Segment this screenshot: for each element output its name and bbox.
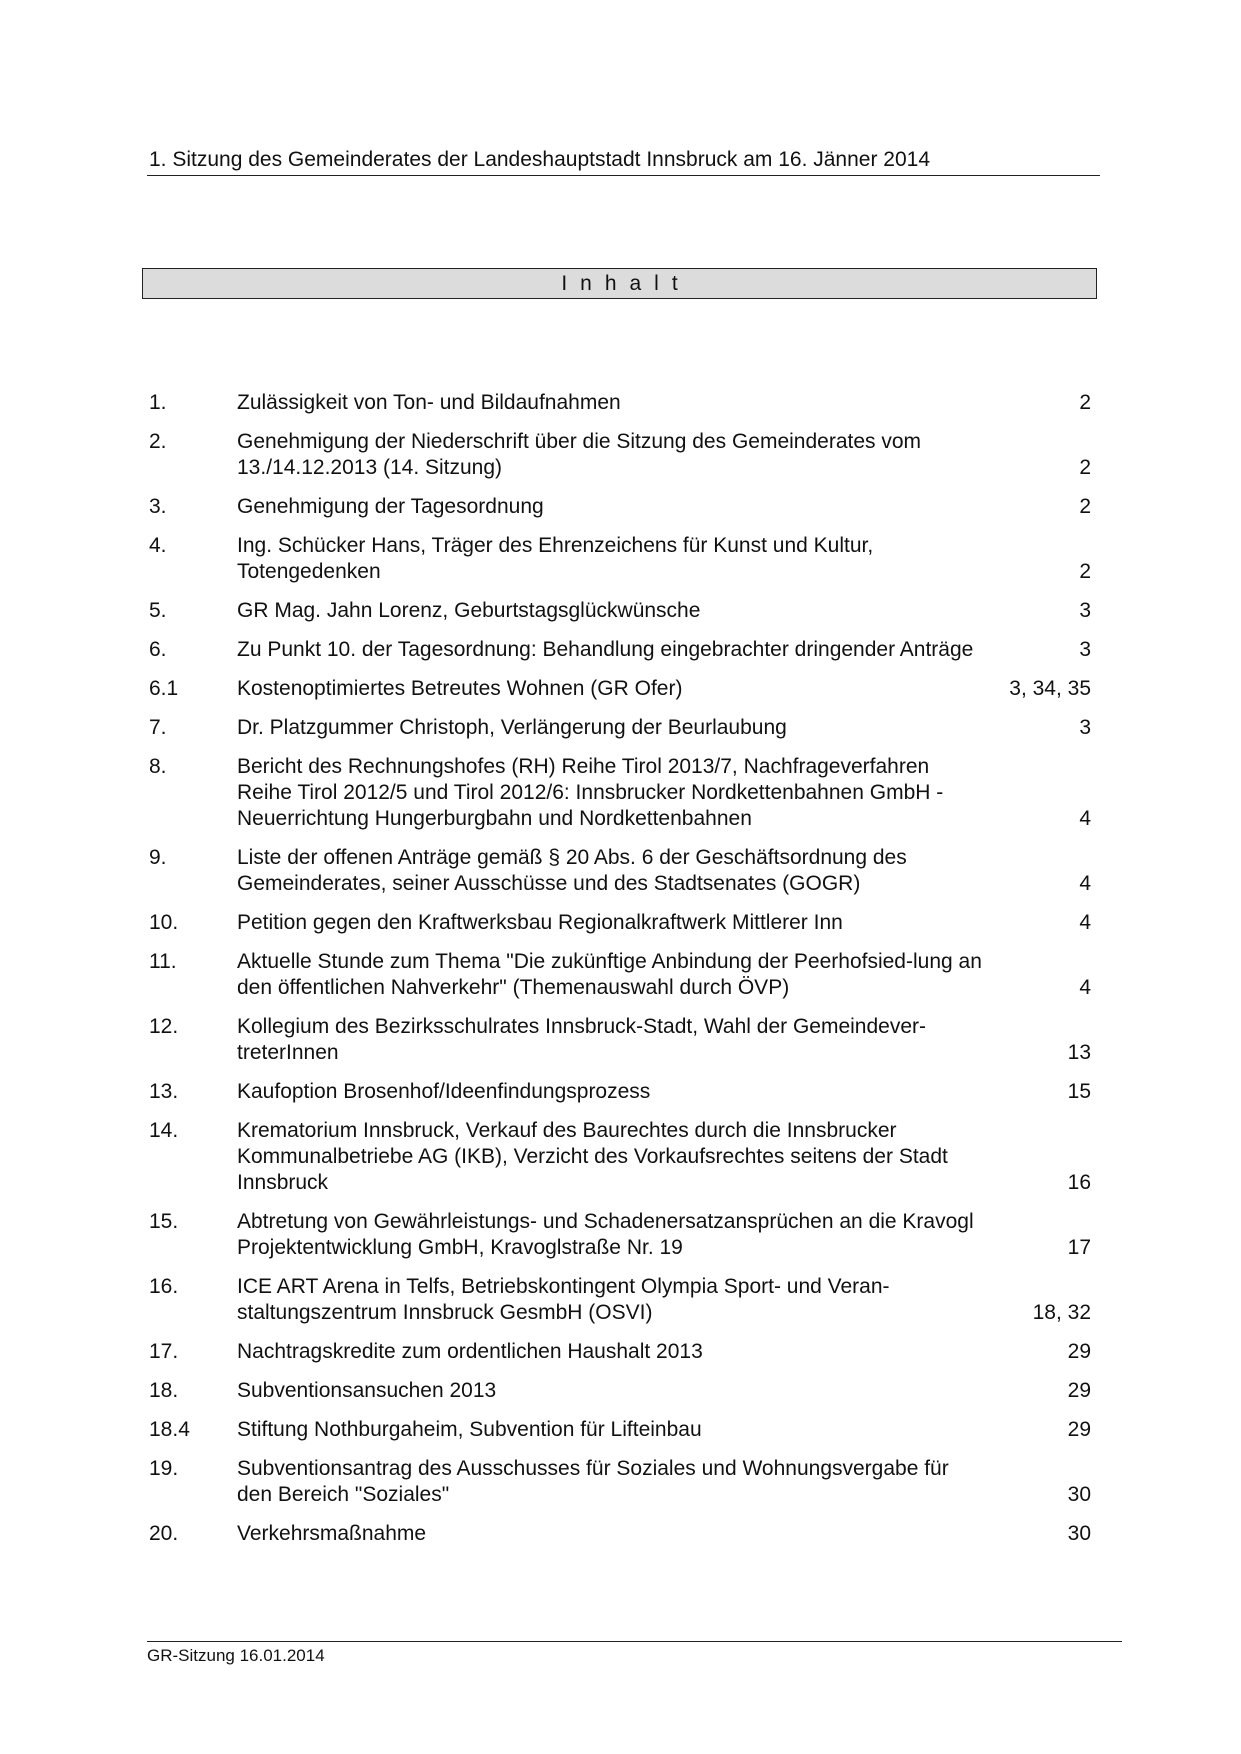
toc-entry-title: Zulässigkeit von Ton- und Bildaufnahmen [237, 391, 621, 414]
toc-entry-title: Abtretung von Gewährleistungs- und Schadenersatzansprüchen an die Kravogl Projektentwicklung GmbH, Kravoglstraße Nr. 19 [237, 1210, 974, 1259]
toc-entry-title: Ing. Schücker Hans, Träger des Ehrenzeichens für Kunst und Kultur, Totengedenken [237, 534, 874, 583]
toc-entry-title: Krematorium Innsbruck, Verkauf des Baurechtes durch die Innsbrucker Kommunalbetriebe AG (IKB), Verzicht des Vorkaufsrechtes seitens der Stadt Innsbruck [237, 1119, 948, 1194]
toc-entry-page: 16 [1067, 1171, 1091, 1194]
toc-entry-number: 14. [149, 1119, 179, 1142]
toc-entry[interactable] [149, 533, 1097, 585]
toc-entry-page: 4 [1079, 872, 1091, 895]
toc-entry-number: 11. [149, 950, 177, 973]
toc-entry-number: 17. [149, 1340, 179, 1363]
toc-entry[interactable] [149, 1417, 1097, 1443]
toc-entry-page: 17 [1067, 1236, 1091, 1259]
toc-entry[interactable] [149, 910, 1097, 936]
toc-entry-number: 5. [149, 599, 167, 622]
toc-entry-page: 4 [1079, 911, 1091, 934]
toc-entry-page: 13 [1067, 1041, 1091, 1064]
toc-entry[interactable] [149, 1209, 1097, 1261]
toc-entry-page: 2 [1079, 391, 1091, 414]
toc-entry-number: 3. [149, 495, 167, 518]
toc-entry-number: 4. [149, 534, 167, 557]
toc-entry[interactable] [149, 1014, 1097, 1066]
toc-entry-title: Verkehrsmaßnahme [237, 1522, 427, 1545]
toc-entry[interactable] [149, 1339, 1097, 1365]
toc-entry-number: 15. [149, 1210, 179, 1233]
toc-entry-page: 2 [1079, 560, 1091, 583]
toc-entry-title: Bericht des Rechnungshofes (RH) Reihe Tirol 2013/7, Nachfrageverfahren Reihe Tirol 2012/5 und Tirol 2012/6: Innsbrucker Nordkettenbahnen GmbH - Neuerrichtung Hungerburgbahn und Nordkettenbahnen [237, 755, 944, 830]
toc-entry[interactable] [149, 1378, 1097, 1404]
toc-entry-page: 3 [1079, 599, 1091, 622]
toc-entry[interactable] [149, 1274, 1097, 1326]
toc-entry-title: Subventionsantrag des Ausschusses für Soziales und Wohnungsvergabe für den Bereich "Soziales" [237, 1457, 949, 1506]
toc-entry-page: 29 [1067, 1340, 1091, 1363]
toc-entry-number: 20. [149, 1522, 179, 1545]
toc-entry[interactable] [149, 1118, 1097, 1196]
toc-entry[interactable] [149, 390, 1097, 416]
toc-entry[interactable] [149, 598, 1097, 624]
toc-entry-page: 30 [1067, 1483, 1091, 1506]
toc-entry-title: Dr. Platzgummer Christoph, Verlängerung der Beurlaubung [237, 716, 787, 739]
toc-entry-number: 13. [149, 1080, 179, 1103]
toc-entry-number: 18. [149, 1379, 179, 1402]
table-of-contents [149, 390, 1097, 1560]
toc-entry-title: Genehmigung der Niederschrift über die Sitzung des Gemeinderates vom 13./14.12.2013 (14. Sitzung) [237, 430, 922, 479]
toc-entry-page: 3 [1079, 638, 1091, 661]
toc-entry-page: 2 [1079, 456, 1091, 479]
toc-entry-number: 6. [149, 638, 167, 661]
toc-entry-number: 1. [149, 391, 167, 414]
toc-entry-number: 8. [149, 755, 167, 778]
toc-entry-title: Subventionsansuchen 2013 [237, 1379, 497, 1402]
toc-entry-number: 2. [149, 430, 167, 453]
toc-entry-title: Kaufoption Brosenhof/Ideenfindungsprozess [237, 1080, 651, 1103]
toc-entry[interactable] [149, 494, 1097, 520]
toc-entry-page: 29 [1067, 1418, 1091, 1441]
toc-entry-title: Nachtragskredite zum ordentlichen Haushalt 2013 [237, 1340, 703, 1363]
toc-entry-page: 4 [1079, 976, 1091, 999]
toc-entry-page: 3, 34, 35 [1009, 677, 1091, 700]
toc-entry-title: ICE ART Arena in Telfs, Betriebskontingent Olympia Sport- und Veran-staltungszentrum Innsbruck GesmbH (OSVI) [237, 1275, 890, 1324]
toc-entry[interactable] [149, 429, 1097, 481]
toc-entry-number: 9. [149, 846, 167, 869]
toc-entry[interactable] [149, 1456, 1097, 1508]
toc-entry[interactable] [149, 676, 1097, 702]
toc-entry-number: 12. [149, 1015, 179, 1038]
toc-entry[interactable] [149, 949, 1097, 1001]
toc-entry-title: Genehmigung der Tagesordnung [237, 495, 544, 518]
toc-entry-title: Kostenoptimiertes Betreutes Wohnen (GR Ofer) [237, 677, 683, 700]
toc-entry-title: Zu Punkt 10. der Tagesordnung: Behandlung eingebrachter dringender Anträge [237, 638, 974, 661]
toc-heading: Inhalt [142, 268, 1097, 299]
page-footer: GR-Sitzung 16.01.2014 [147, 1641, 1122, 1668]
toc-entry-number: 10. [149, 911, 179, 934]
toc-entry-number: 6.1 [149, 677, 179, 700]
toc-entry-title: GR Mag. Jahn Lorenz, Geburtstagsglückwünsche [237, 599, 701, 622]
toc-entry-title: Liste der offenen Anträge gemäß § 20 Abs. 6 der Geschäftsordnung des Gemeinderates, seiner Ausschüsse und des Stadtsenates (GOGR) [237, 846, 907, 895]
toc-entry-number: 18.4 [149, 1418, 190, 1441]
toc-entry-title: Kollegium des Bezirksschulrates Innsbruck-Stadt, Wahl der Gemeindever-treterInnen [237, 1015, 927, 1064]
toc-entry-page: 15 [1067, 1080, 1091, 1103]
toc-entry-page: 30 [1067, 1522, 1091, 1545]
toc-entry[interactable] [149, 754, 1097, 832]
toc-entry-number: 7. [149, 716, 167, 739]
toc-entry-title: Stiftung Nothburgaheim, Subvention für Lifteinbau [237, 1418, 702, 1441]
toc-entry-page: 18, 32 [1032, 1301, 1091, 1324]
toc-entry[interactable] [149, 845, 1097, 897]
toc-entry[interactable] [149, 1079, 1097, 1105]
toc-entry-number: 19. [149, 1457, 179, 1480]
toc-entry-title: Petition gegen den Kraftwerksbau Regionalkraftwerk Mittlerer Inn [237, 911, 843, 934]
toc-entry[interactable] [149, 715, 1097, 741]
toc-entry-page: 4 [1079, 807, 1091, 830]
toc-entry-page: 3 [1079, 716, 1091, 739]
toc-entry-page: 2 [1079, 495, 1091, 518]
toc-entry-page: 29 [1067, 1379, 1091, 1402]
page-header: 1. Sitzung des Gemeinderates der Landeshauptstadt Innsbruck am 16. Jänner 2014 [147, 146, 1100, 176]
toc-entry[interactable] [149, 637, 1097, 663]
toc-entry[interactable] [149, 1521, 1097, 1547]
toc-entry-number: 16. [149, 1275, 179, 1298]
toc-entry-title: Aktuelle Stunde zum Thema "Die zukünftige Anbindung der Peerhofsied-lung an den öffentlichen Nahverkehr" (Themenauswahl durch ÖVP) [237, 950, 982, 999]
